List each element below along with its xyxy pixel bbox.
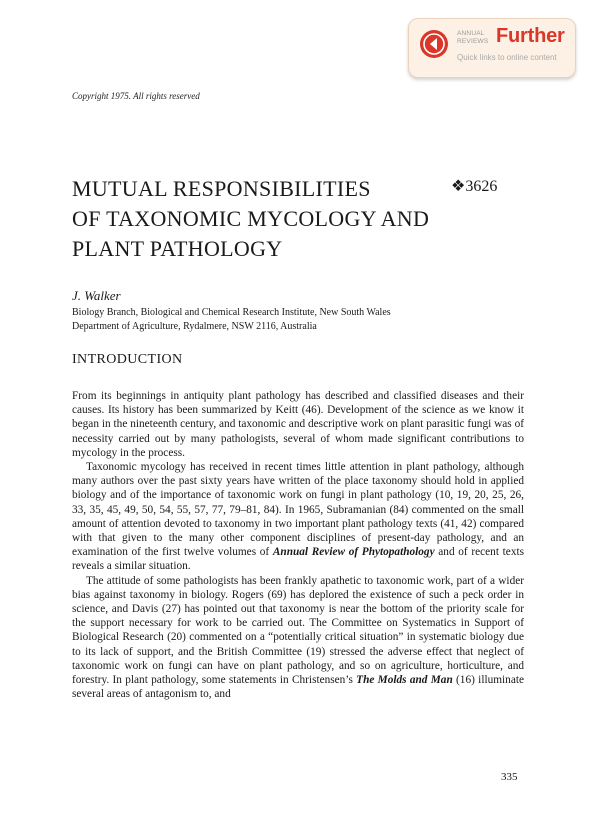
paragraph-3: The attitude of some pathologists has been frankly apathetic to taxonomic work, part of a wider bias against taxonomy in biology. Rogers (69) has deplored the existence of such a peck order in science, and Davis (27) has pointed out that taxonomy is near the bottom of the priority scale for the support necessary for work to be carried out. The Committee on Systematics in Support of Biological Research (20) commented on a “potentially critical situation” in systematic biology due to its lack of support, and the British Committee (19) stressed the adverse effect that neglect of taxonomic work on fungi can have on plant pathology, and so on agriculture, horticulture, and forestry. In plant pathology, some statements in Christensen’s The Molds and Man (16) illuminate several areas of antagonism to, and — [72, 574, 524, 701]
journal-title: Annual Review of Phytopathology — [272, 546, 435, 559]
paragraph-2: Taxonomic mycology has received in recent times little attention in plant pathology, although many authors over the past sixty years have written of the place taxonomy should hold in applied biology and of the importance of taxonomic work on fungi in plant pathology (10, 19, 20, 25, 26, 33, 35, 45, 49, 50, 54, 55, 57, 77, 79–81, 84). In 1965, Subramanian (84) commented on the small amount of attention devoted to taxonomy in two important plant pathology texts (41, 42) compared with that given to the many other component disciplines of present-day pathology, and an examination of the first twelve volumes of Annual Review of Phytopathology and of recent texts reveals a similar situation. — [72, 461, 524, 573]
arrow-left-circle-icon — [419, 29, 449, 59]
paragraph-1: From its beginnings in antiquity plant pathology has described and classified diseases and their causes. Its history has been summarized by Keitt (46). Development of the science as we know it began in the nineteenth century, and taxonomic and descriptive work on plant parasitic fungi was of necessity carried out by many pathologists, several of whom made significant contributions to mycology in the process. — [72, 390, 524, 459]
further-banner-link[interactable] — [408, 18, 576, 78]
title-line-2: OF TAXONOMIC MYCOLOGY AND — [72, 206, 430, 231]
affiliation-line-2: Department of Agriculture, Rydalmere, NSW 2116, Australia — [72, 321, 317, 332]
section-heading-introduction: INTRODUCTION — [72, 352, 183, 367]
article-title — [72, 174, 492, 264]
banner-further-label: Further — [496, 25, 565, 47]
author-name: J. Walker — [72, 288, 121, 303]
book-title: The Molds and Man — [356, 674, 453, 687]
body-text — [72, 389, 524, 701]
article-code: ❖3626 — [451, 178, 498, 195]
copyright-notice: Copyright 1975. All rights reserved — [72, 91, 200, 101]
page-number: 335 — [501, 771, 518, 783]
title-line-3: PLANT PATHOLOGY — [72, 236, 283, 261]
affiliation-line-1: Biology Branch, Biological and Chemical Research Institute, New South Wales — [72, 307, 391, 318]
title-line-1: MUTUAL RESPONSIBILITIES — [72, 176, 371, 201]
banner-subtitle: Quick links to online content — [457, 53, 557, 62]
author-affiliation — [72, 306, 492, 334]
banner-annual-reviews-label: ANNUAL REVIEWS — [457, 30, 489, 45]
